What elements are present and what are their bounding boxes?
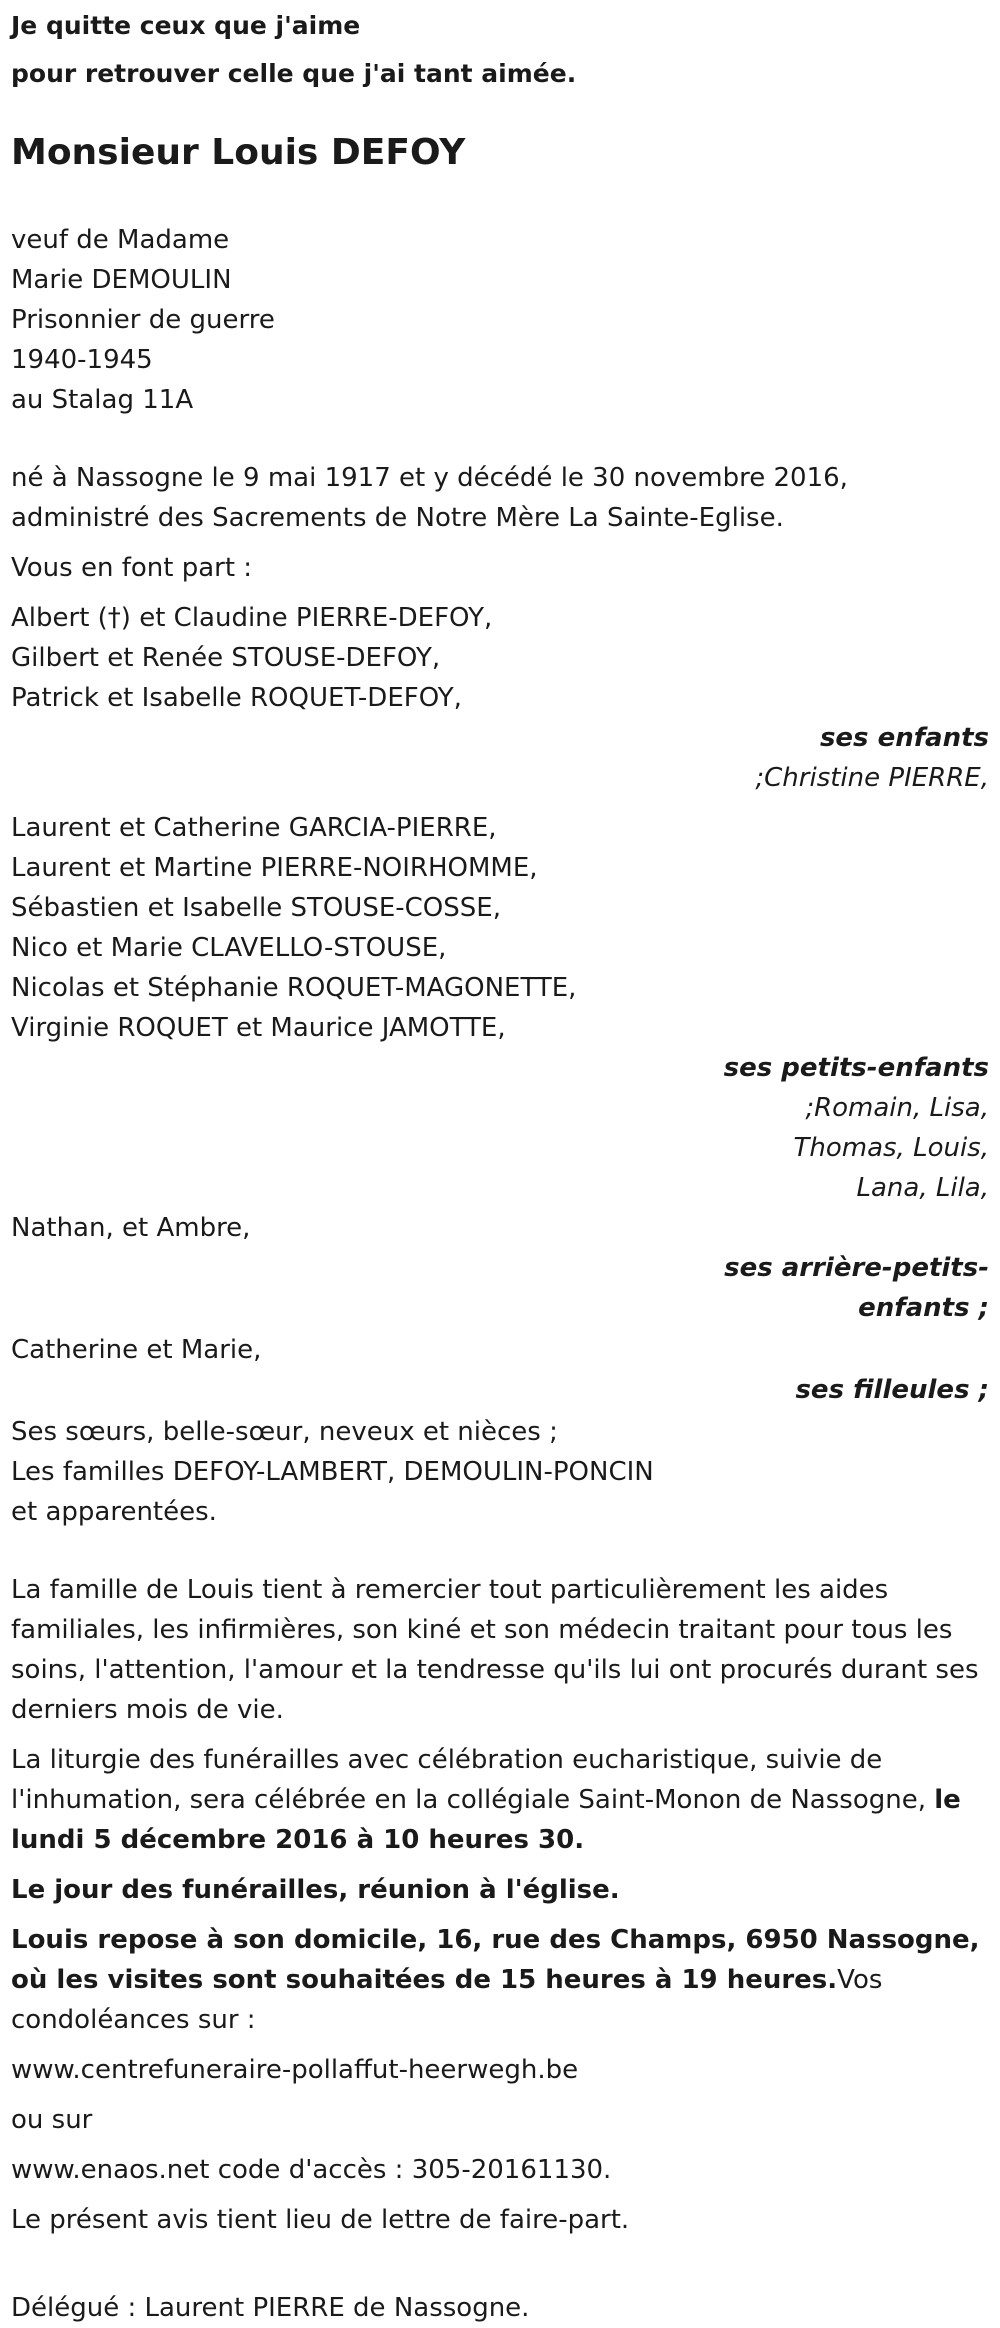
family-line: et apparentées. (11, 1497, 217, 1527)
list-item: Laurent et Catherine GARCIA-PIERRE, (11, 813, 497, 843)
goddaughters-label-block (11, 1370, 989, 1410)
great-grandchildren-names: Thomas, Louis, (793, 1133, 989, 1163)
list-item: Gilbert et Renée STOUSE-DEFOY, (11, 643, 441, 673)
deceased-name: Monsieur Louis DEFOY (11, 132, 466, 173)
children-list (11, 598, 989, 718)
rest-text (11, 1920, 989, 2040)
grandchildren-list (11, 808, 989, 1048)
goddaughters: Catherine et Marie, (11, 1335, 262, 1365)
intro-line: veuf de Madame (11, 225, 230, 255)
epigraph-line: Je quitte ceux que j'aime (11, 11, 361, 40)
list-item: Laurent et Martine PIERRE-NOIRHOMME, (11, 853, 538, 883)
intro-line: au Stalag 11A (11, 385, 194, 415)
condolence-link-1[interactable]: www.centrefuneraire-pollaffut-heerwegh.be (11, 2055, 579, 2085)
rest-bold: Louis repose à son domicile, 16, rue des Champs, 6950 Nassogne, où les visites sont souhaitées de 15 heures à 19 heures. (11, 1925, 980, 1995)
great-grandchildren-label: enfants ; (858, 1293, 989, 1323)
list-item: Nicolas et Stéphanie ROQUET-MAGONETTE, (11, 973, 577, 1003)
epigraph-line: pour retrouver celle que j'ai tant aimée. (11, 59, 577, 88)
list-item: Albert (†) et Claudine PIERRE-DEFOY, (11, 603, 493, 633)
intro-line: Marie DEMOULIN (11, 265, 232, 295)
birth-death-text: né à Nassogne le 9 mai 1917 et y décédé le 30 novembre 2016, administré des Sacrements de Notre Mère La Sainte-Eglise. (11, 463, 848, 533)
liturgy-text (11, 1740, 989, 1860)
list-item: Patrick et Isabelle ROQUET-DEFOY, (11, 683, 462, 713)
intro-line: Prisonnier de guerre (11, 305, 275, 335)
liturgy-date: le lundi 5 décembre 2016 à 10 heures 30. (11, 1785, 961, 1855)
list-item: Nico et Marie CLAVELLO-STOUSE, (11, 933, 447, 963)
list-item: Sébastien et Isabelle STOUSE-COSSE, (11, 893, 501, 923)
family-line: Les familles DEFOY-LAMBERT, DEMOULIN-PONCIN (11, 1457, 654, 1487)
great-grandchildren-label-block (11, 1248, 989, 1328)
rest-plain: Vos condoléances sur : (11, 1965, 883, 2035)
epigraph (11, 2, 989, 98)
intro-block (11, 220, 989, 420)
grandchildren-label: ses petits-enfants (723, 1053, 989, 1083)
obituary-page (0, 2, 1000, 2323)
great-grandchildren-names: Lana, Lila, (856, 1173, 989, 1203)
family-line: Ses sœurs, belle-sœur, neveux et nièces ; (11, 1417, 558, 1447)
children-extra: ;Christine PIERRE, (755, 763, 989, 793)
or-text: ou sur (11, 2105, 93, 2135)
list-item: Virginie ROQUET et Maurice JAMOTTE, (11, 1013, 506, 1043)
announce-text: Vous en font part : (11, 553, 253, 583)
great-grandchildren-names: ;Romain, Lisa, (805, 1093, 989, 1123)
great-grandchildren-left: Nathan, et Ambre, (11, 1213, 251, 1243)
children-label: ses enfants (819, 723, 989, 753)
intro-line: 1940-1945 (11, 345, 153, 375)
great-grandchildren-label: ses arrière-petits- (724, 1253, 989, 1283)
thanks-text: La famille de Louis tient à remercier tout particulièrement les aides familiales, les infirmières, son kiné et son médecin traitant pour tous les soins, l'attention, l'amour et la tendresse qu'ils lui ont procurés durant ses derniers mois de vie. (11, 1575, 979, 1725)
family-block (11, 1412, 989, 1532)
liturgy-plain: La liturgie des funérailles avec célébration eucharistique, suivie de l'inhumation, sera célébrée en la collégiale Saint-Monon de Nassogne, (11, 1745, 926, 1815)
children-label-block (11, 718, 989, 798)
goddaughters-label: ses filleules ; (795, 1375, 989, 1405)
reunion-text: Le jour des funérailles, réunion à l'église. (11, 1875, 620, 1905)
notice-text: Le présent avis tient lieu de lettre de faire-part. (11, 2205, 630, 2235)
condolence-link-2[interactable]: www.enaos.net code d'accès : 305-20161130. (11, 2155, 612, 2185)
grandchildren-label-block (11, 1048, 989, 1208)
delegate-text: Délégué : Laurent PIERRE de Nassogne. (11, 2293, 530, 2323)
